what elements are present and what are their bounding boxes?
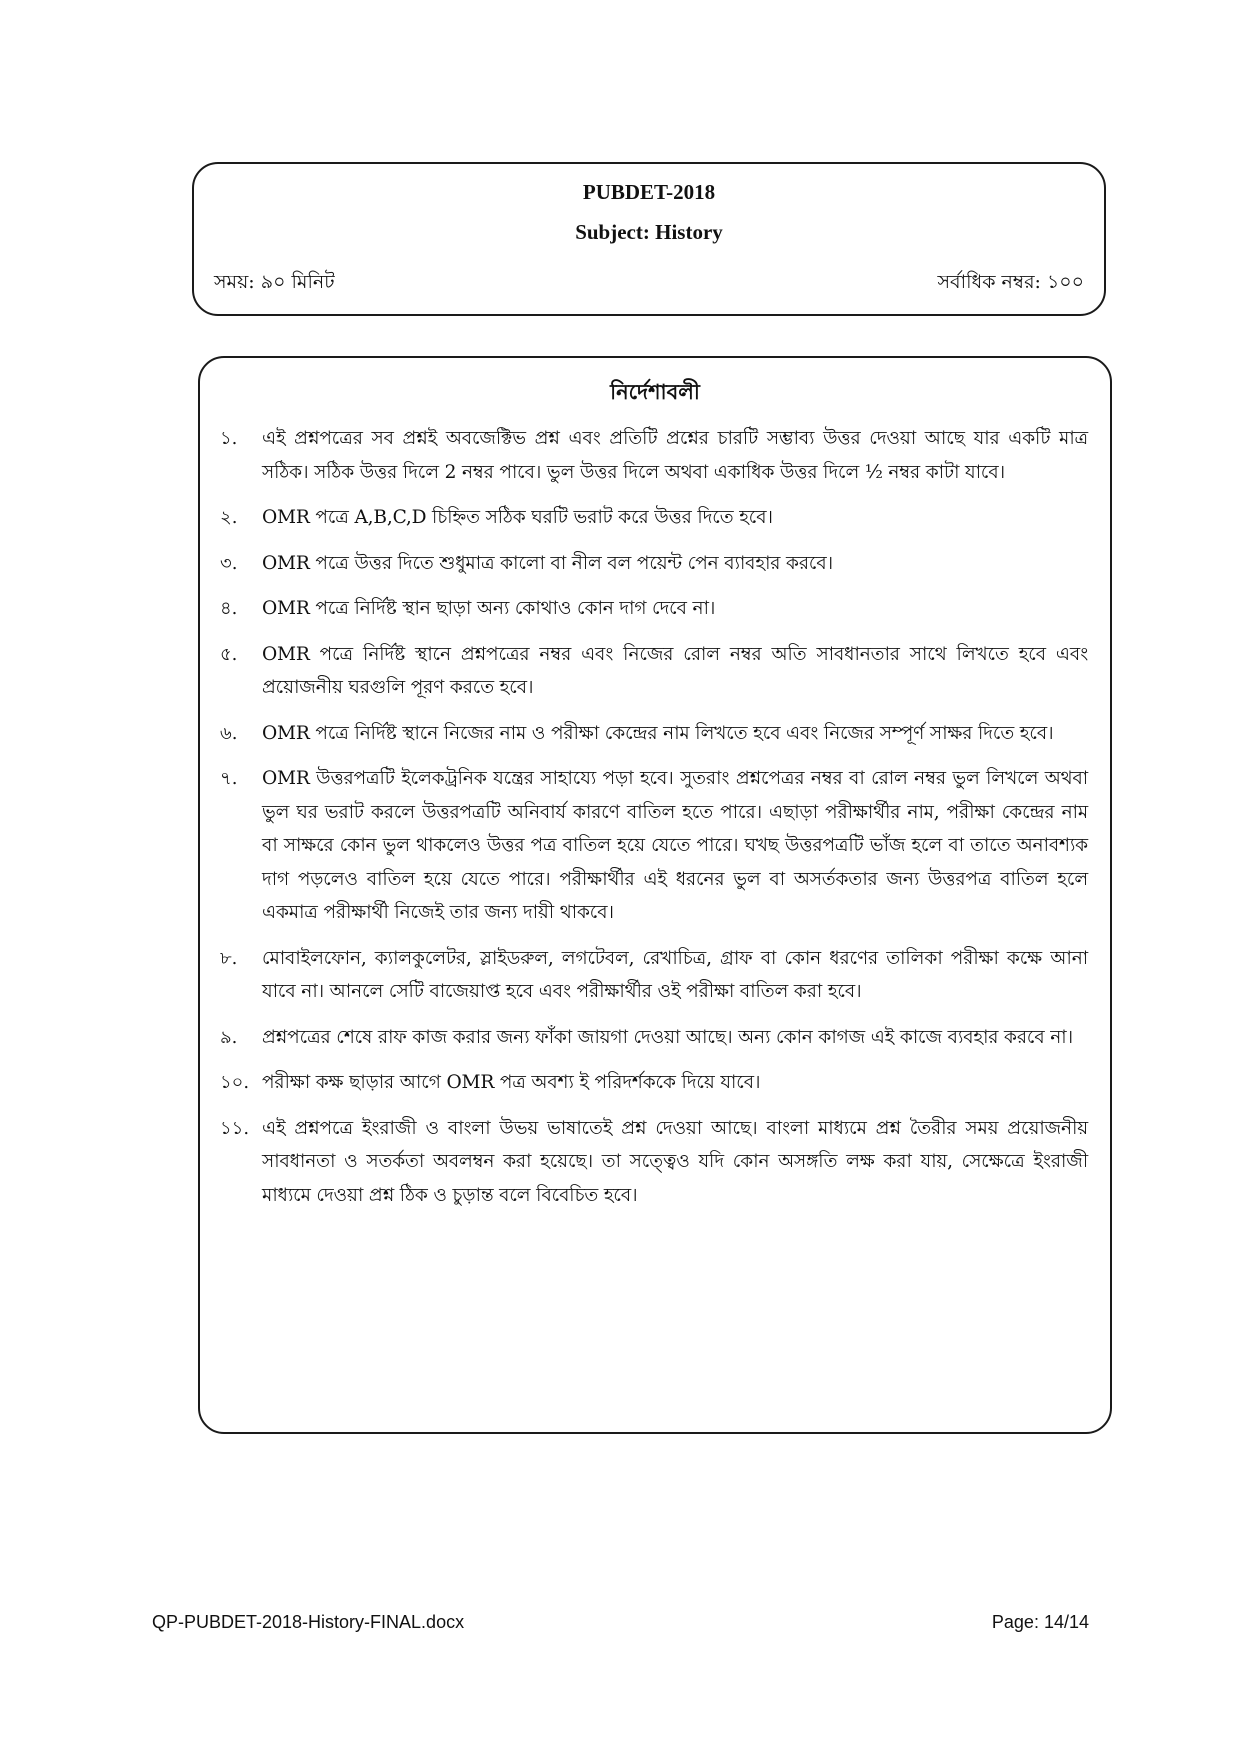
instruction-number: ৬.: [220, 722, 238, 744]
instruction-number: ৮.: [220, 947, 238, 969]
instruction-number: ৯.: [220, 1026, 238, 1048]
exam-title: PUBDET-2018: [582, 180, 716, 204]
instruction-number: ৩.: [220, 552, 238, 574]
instruction-text: OMR পত্রে নির্দিষ্ট স্থানে নিজের নাম ও পরীক্ষা কেন্দ্রের নাম লিখতে হবে এবং নিজের সম্পূর্ণ সাক্ষর দিতে হবে।: [262, 722, 1054, 744]
instruction-item: [220, 1112, 1088, 1213]
instructions-box: [198, 356, 1112, 1434]
instruction-item: [220, 547, 1088, 581]
instruction-item: [220, 638, 1088, 705]
instructions-list: [220, 422, 1088, 1224]
instruction-text: OMR উত্তরপত্রটি ইলেকট্রনিক যন্ত্রের সাহায্যে পড়া হবে। সুতরাং প্রশ্নপেত্রর নম্বর বা রোল নম্বর ভুল লিখলে অথবা ভুল ঘর ভরাট করলে উত্তরপত্রটি অনিবার্য কারণে বাতিল হতে পারে। এছাড়া পরীক্ষার্থীর নাম, পরীক্ষা কেন্দ্রের নাম বা সাক্ষরে কোন ভুল থাকলেও উত্তর পত্র বাতিল হয়ে যেতে পারে। ঘখছ উত্তরপত্রটি ভাঁজ হলে বা তাতে অনাবশ্যক দাগ পড়লেও বাতিল হয়ে যেতে পারে। পরীক্ষার্থীর এই ধরনের ভুল বা অসর্তকতার জন্য উত্তরপত্র বাতিল হলে একমাত্র পরীক্ষার্থী নিজেই তার জন্য দায়ী থাকবে।: [262, 768, 1088, 923]
instruction-text: মোবাইলফোন, ক্যালকুলেটর, স্লাইডরুল, লগটেবল, রেখাচিত্র, গ্রাফ বা কোন ধরণের তালিকা পরীক্ষা কক্ষে আনা যাবে না। আনলে সেটি বাজেয়াপ্ত হবে এবং পরীক্ষার্থীর ওই পরীক্ষা বাতিল করা হবে।: [262, 947, 1088, 1002]
exam-max-marks: সর্বাধিক নম্বর: ১০০: [937, 271, 1084, 293]
instruction-text: এই প্রশ্নপত্রের সব প্রশ্নই অবজেক্টিভ প্রশ্ন এবং প্রতিটি প্রশ্নের চারটি সম্ভাব্য উত্তর দেওয়া আছে যার একটি মাত্র সঠিক। সঠিক উত্তর দিলে 2 নম্বর পাবে। ভুল উত্তর দিলে অথবা একাধিক উত্তর দিলে ½ নম্বর কাটা যাবে।: [262, 428, 1088, 483]
instruction-text: OMR পত্রে উত্তর দিতে শুধুমাত্র কালো বা নীল বল পয়েন্ট পেন ব্যাবহার করবে।: [262, 552, 833, 574]
footer-page-number: Page: 14/14: [991, 1612, 1089, 1632]
instruction-text: OMR পত্রে নির্দিষ্ট স্থান ছাড়া অন্য কোথাও কোন দাগ দেবে না।: [262, 598, 716, 619]
instructions-heading: নির্দেশাবলী: [610, 379, 700, 404]
instruction-item: [220, 717, 1088, 751]
instruction-item: [220, 501, 1088, 535]
instruction-item: [220, 1021, 1088, 1055]
instruction-text: পরীক্ষা কক্ষ ছাড়ার আগে OMR পত্র অবশ্য ই পরিদর্শককে দিয়ে যাবে।: [262, 1072, 761, 1093]
instruction-item: [220, 1066, 1088, 1100]
exam-subject: Subject: History: [575, 220, 723, 244]
footer-filename: QP-PUBDET-2018-History-FINAL.docx: [152, 1612, 465, 1632]
instruction-text: এই প্রশ্নপত্রে ইংরাজী ও বাংলা উভয় ভাষাতেই প্রশ্ন দেওয়া আছে। বাংলা মাধ্যমে প্রশ্ন তৈরীর সময় প্রয়োজনীয় সাবধানতা ও সতর্কতা অবলম্বন করা হয়েছে। তা সত্ত্বেও যদি কোন অসঙ্গতি লক্ষ করা যায়, সেক্ষেত্রে ইংরাজী মাধ্যমে দেওয়া প্রশ্ন ঠিক ও চুড়ান্ত বলে বিবেচিত হবে।: [262, 1117, 1088, 1206]
instruction-item: [220, 942, 1088, 1009]
exam-time: সময়: ৯০ মিনিট: [214, 271, 335, 293]
exam-header-box: [192, 162, 1106, 316]
instruction-item: [220, 422, 1088, 489]
instruction-number: ১.: [220, 428, 238, 449]
instruction-number: ৭.: [220, 768, 238, 789]
instruction-number: ৪.: [220, 598, 238, 619]
instruction-number: ১০.: [220, 1072, 250, 1093]
instruction-text: OMR পত্রে নির্দিষ্ট স্থানে প্রশ্নপত্রের নম্বর এবং নিজের রোল নম্বর অতি সাবধানতার সাথে লিখতে হবে এবং প্রয়োজনীয় ঘরগুলি পূরণ করতে হবে।: [262, 643, 1088, 698]
instruction-text: OMR পত্রে A,B,C,D চিহ্নিত সঠিক ঘরটি ভরাট করে উত্তর দিতে হবে।: [262, 507, 773, 528]
instruction-number: ২.: [220, 507, 238, 528]
instruction-text: প্রশ্নপত্রের শেষে রাফ কাজ করার জন্য ফাঁকা জায়গা দেওয়া আছে। অন্য কোন কাগজ এই কাজে ব্যবহার করবে না।: [262, 1026, 1073, 1048]
instruction-number: ৫.: [220, 643, 238, 665]
instruction-number: ১১.: [220, 1117, 250, 1139]
instruction-item: [220, 592, 1088, 626]
instruction-item: [220, 762, 1088, 930]
